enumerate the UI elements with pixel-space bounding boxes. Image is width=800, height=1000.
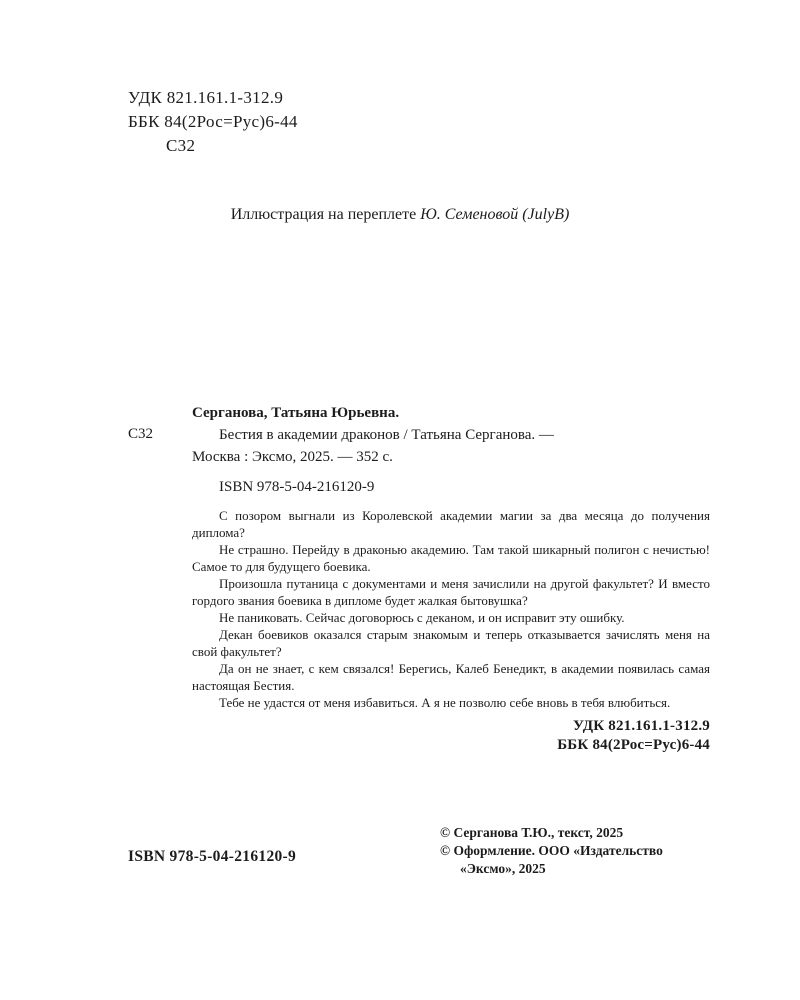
annotation-paragraph: Да он не знает, с кем связался! Берегись, Калеб Бенедикт, в академии появилась самая настоящая Бестия. (192, 661, 710, 693)
catalog-card (128, 402, 710, 755)
bottom-bibliographic-codes (128, 717, 710, 755)
footer-isbn: ISBN 978-5-04-216120-9 (128, 848, 297, 865)
illustration-credit (0, 206, 800, 224)
udk-code: УДК 821.161.1-312.9 (128, 88, 284, 107)
catalog-isbn: ISBN 978-5-04-216120-9 (219, 479, 375, 495)
annotation-paragraph: Не страшно. Перейду в драконью академию. Там такой шикарный полигон с нечистью! Самое то для будущего боевика. (192, 542, 710, 574)
annotation-paragraph: Тебе не удастся от меня избавиться. А я не позволю себе вновь в тебя влюбиться. (219, 695, 671, 710)
book-title-line-2: Москва : Эксмо, 2025. — 352 с. (192, 449, 393, 465)
annotation-paragraph: Декан боевиков оказался старым знакомым и теперь отказывается зачислять меня на свой факультет? (192, 627, 710, 659)
annotation-paragraph: С позором выгнали из Королевской академии магии за два месяца до получения диплома? (192, 508, 710, 540)
catalog-card-description (192, 402, 710, 468)
annotation-block (192, 507, 710, 711)
bbk-code: ББК 84(2Рос=Рус)6-44 (128, 112, 298, 131)
author-sign-code: С32 (166, 136, 196, 155)
illustration-credit-prefix: Иллюстрация на переплете (230, 206, 421, 223)
copyright-line: © Оформление. ООО «Издательство (440, 843, 663, 858)
top-bibliographic-codes (128, 86, 298, 158)
book-title-line-1: Бестия в академии драконов / Татьяна Серганова. — (219, 427, 554, 443)
copyright-line: © Серганова Т.Ю., текст, 2025 (440, 825, 624, 840)
bbk-code-bottom: ББК 84(2Рос=Рус)6-44 (557, 737, 710, 753)
book-author: Серганова, Татьяна Юрьевна. (192, 405, 400, 421)
illustration-artist: Ю. Семеновой (JulyB) (420, 206, 570, 223)
copyright-block (440, 824, 663, 878)
copyright-line: «Эксмо», 2025 (460, 861, 546, 876)
annotation-paragraph: Произошла путаница с документами и меня зачислили на другой факультет? И вместо гордого звания боевика в дипломе будет жалкая бытовушка? (192, 576, 710, 608)
catalog-margin-code: С32 (128, 426, 154, 442)
annotation-paragraph: Не паниковать. Сейчас договорюсь с деканом, и он исправит эту ошибку. (219, 610, 625, 625)
udk-code-bottom: УДК 821.161.1-312.9 (573, 718, 710, 734)
